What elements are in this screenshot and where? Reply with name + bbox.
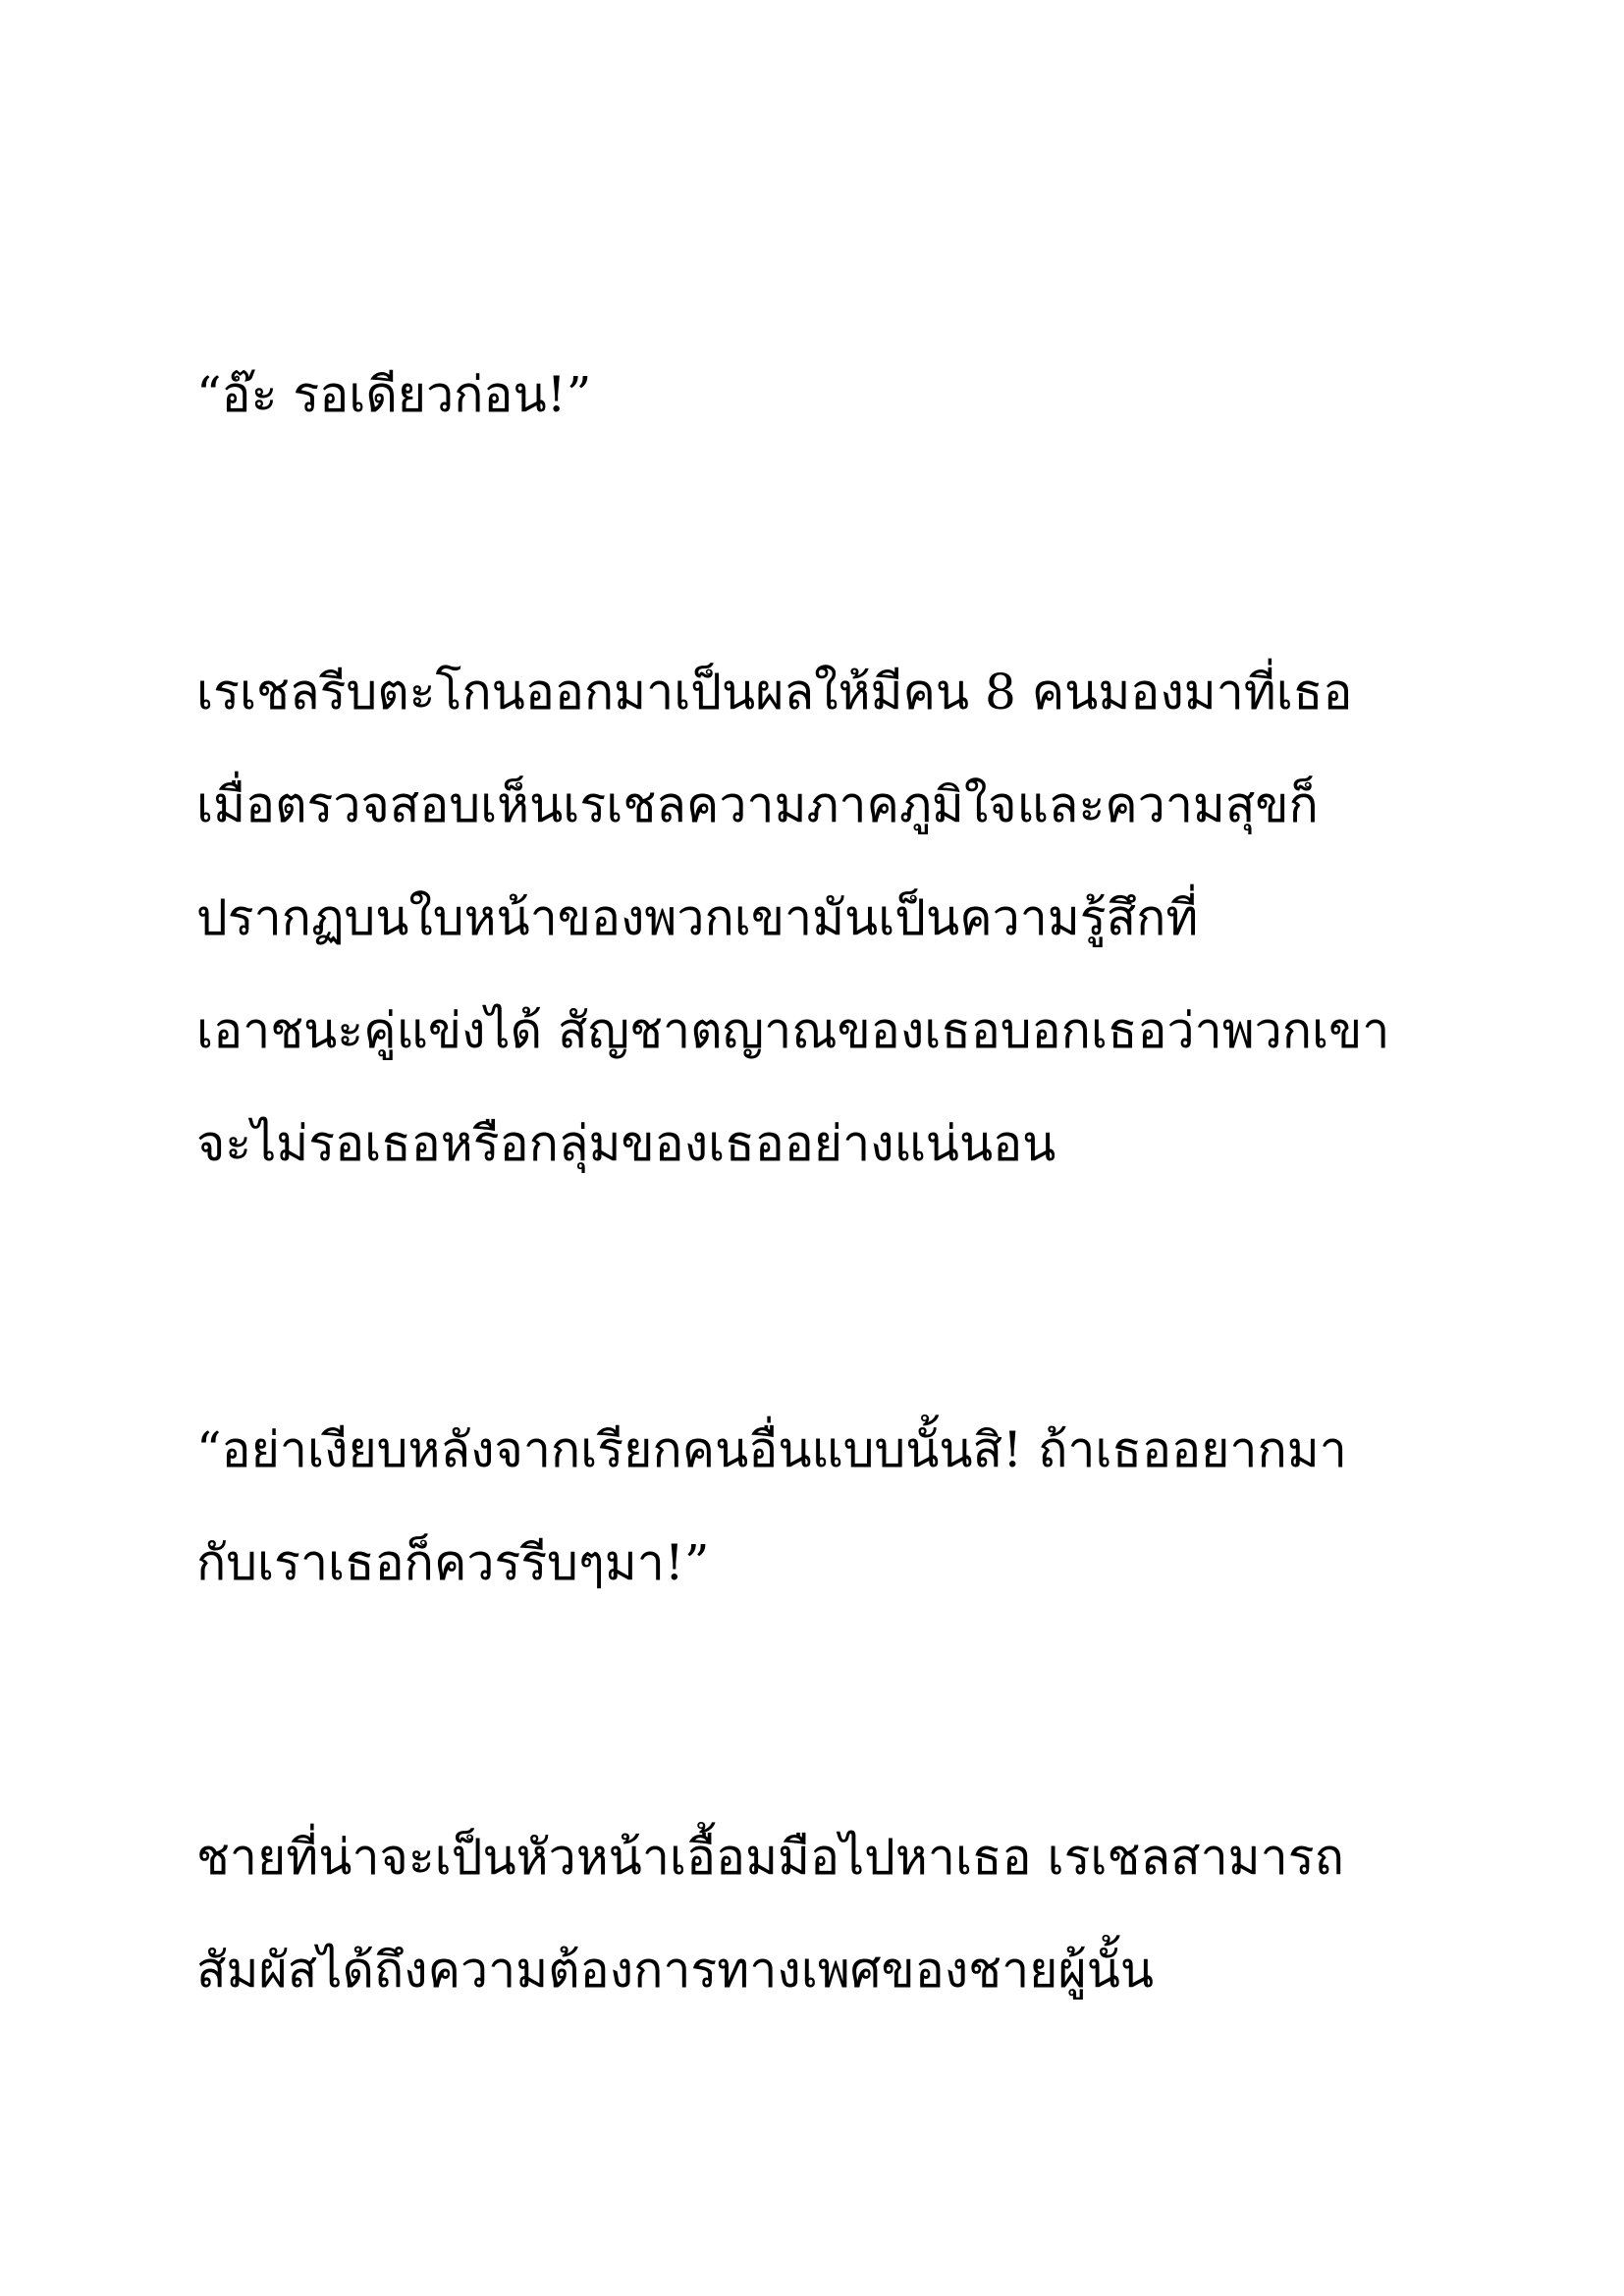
text-line: จะไม่รอเธอหรือกลุ่มของเธออย่างแน่นอน [196,1115,1056,1172]
text-line: ปรากฏบนใบหน้าของพวกเขามันเป็นความรู้สึกที่ [196,889,1199,946]
paragraph-4 [196,1801,1473,2027]
text-line: เรเชลรีบตะโกนออกมาเป็นผลให้มีคน 8 คนมองมาที่เธอ [196,664,1353,721]
text-line: สัมผัสได้ถึงความต้องการทางเพศของชายผู้นั้น [196,1942,1155,1999]
paragraph-1 [196,339,1473,452]
text-line: เอาชนะคู่แข่งได้ สัญชาตญาณของเธอบอกเธอว่าพวกเขา [196,1002,1390,1059]
paragraph-2 [196,636,1473,1201]
text-line: “อย่าเงียบหลังจากเรียกคนอื่นแบบนั้นสิ! ถ้าเธออยากมา [196,1421,1347,1478]
paragraph-3 [196,1394,1473,1620]
text-line: เมื่อตรวจสอบเห็นเรเชลความภาคภูมิใจและความสุขก็ [196,776,1319,833]
text-line: “อ๊ะ รอเดียวก่อน!” [196,366,592,423]
text-line: ชายที่น่าจะเป็นหัวหน้าเอื้อมมือไปหาเธอ เรเชลสามารถ [196,1829,1344,1886]
text-line: กับเราเธอก็ควรรีบๆมา!” [196,1534,710,1591]
